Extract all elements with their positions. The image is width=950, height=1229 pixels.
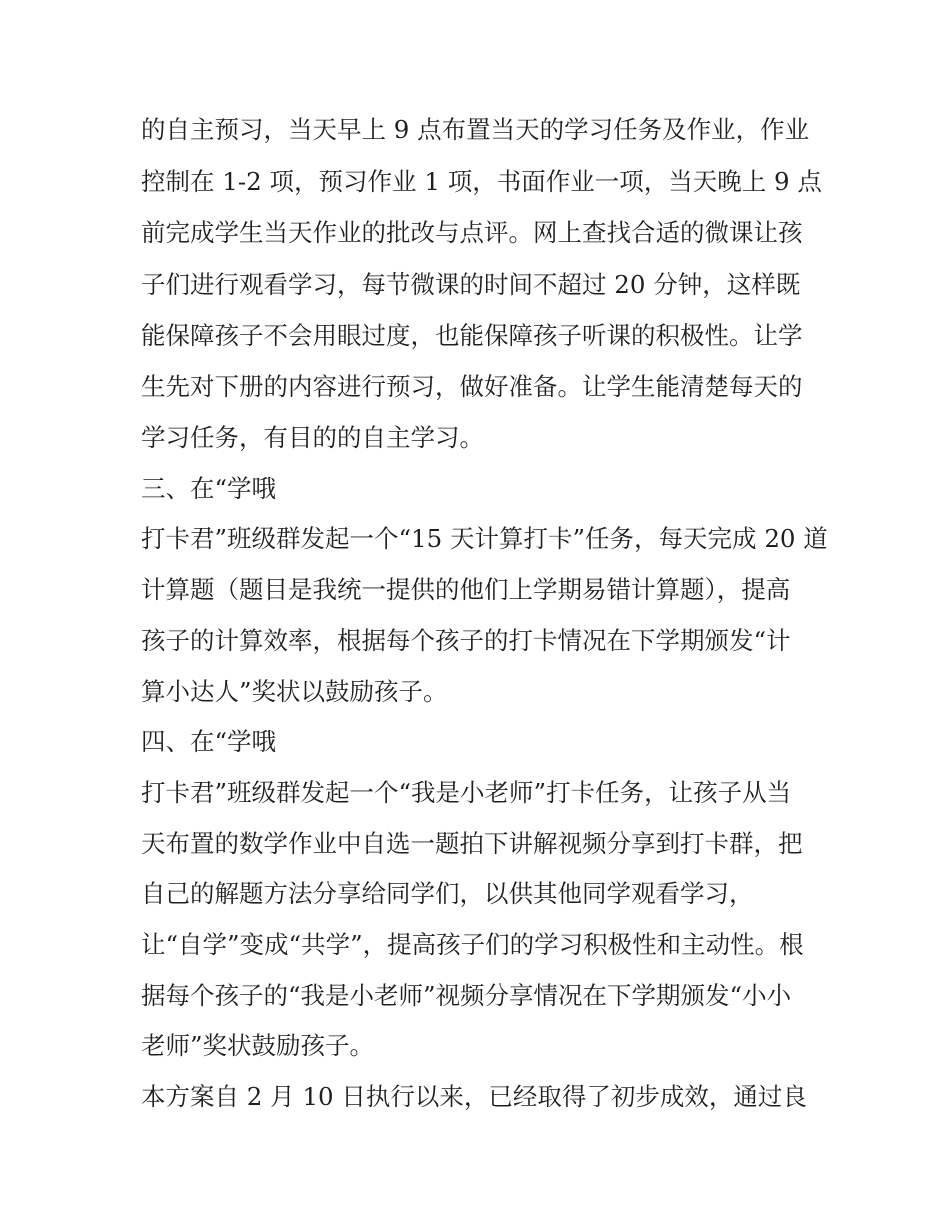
text-line: 生先对下册的内容进行预习，做好准备。让学生能清楚每天的 [141,372,803,401]
text-line: 算小达人”奖状以鼓励孩子。 [141,677,448,706]
text-line: 打卡君”班级群发起一个“我是小老师”打卡任务，让孩子从当 [141,778,792,807]
section-heading: 四、在“学哦 [141,727,277,756]
text-line: 本方案自 2 月 10 日执行以来，已经取得了初步成效，通过良 [141,1082,807,1111]
section-heading: 三、在“学哦 [141,474,277,503]
text-line: 据每个孩子的“我是小老师”视频分享情况在下学期颁发“小小 [141,981,792,1010]
text-line: 打卡君”班级群发起一个“15 天计算打卡”任务，每天完成 20 道 [141,524,828,553]
text-line: 子们进行观看学习，每节微课的时间不超过 20 分钟，这样既 [141,270,801,299]
text-line: 孩子的计算效率，根据每个孩子的打卡情况在下学期颁发“计 [141,626,791,655]
text-line: 计算题（题目是我统一提供的他们上学期易错计算题），提高 [141,575,791,604]
text-line: 能保障孩子不会用眼过度，也能保障孩子听课的积极性。让学 [141,321,803,350]
text-line: 自己的解题方法分享给同学们，以供其他同学观看学习， [141,879,754,908]
text-line: 前完成学生当天作业的批改与点评。网上查找合适的微课让孩 [141,218,803,247]
text-line: 天布置的数学作业中自选一题拍下讲解视频分享到打卡群，把 [141,829,803,858]
text-line: 控制在 1-2 项，预习作业 1 项，书面作业一项，当天晚上 9 点 [141,167,822,196]
text-line: 学习任务，有目的的自主学习。 [141,423,484,452]
text-line: 的自主预习，当天早上 9 点布置当天的学习任务及作业，作业 [141,115,810,144]
text-line: 让“自学”变成“共学”，提高孩子们的学习积极性和主动性。根 [141,930,804,959]
text-line: 老师”奖状鼓励孩子。 [141,1031,375,1060]
